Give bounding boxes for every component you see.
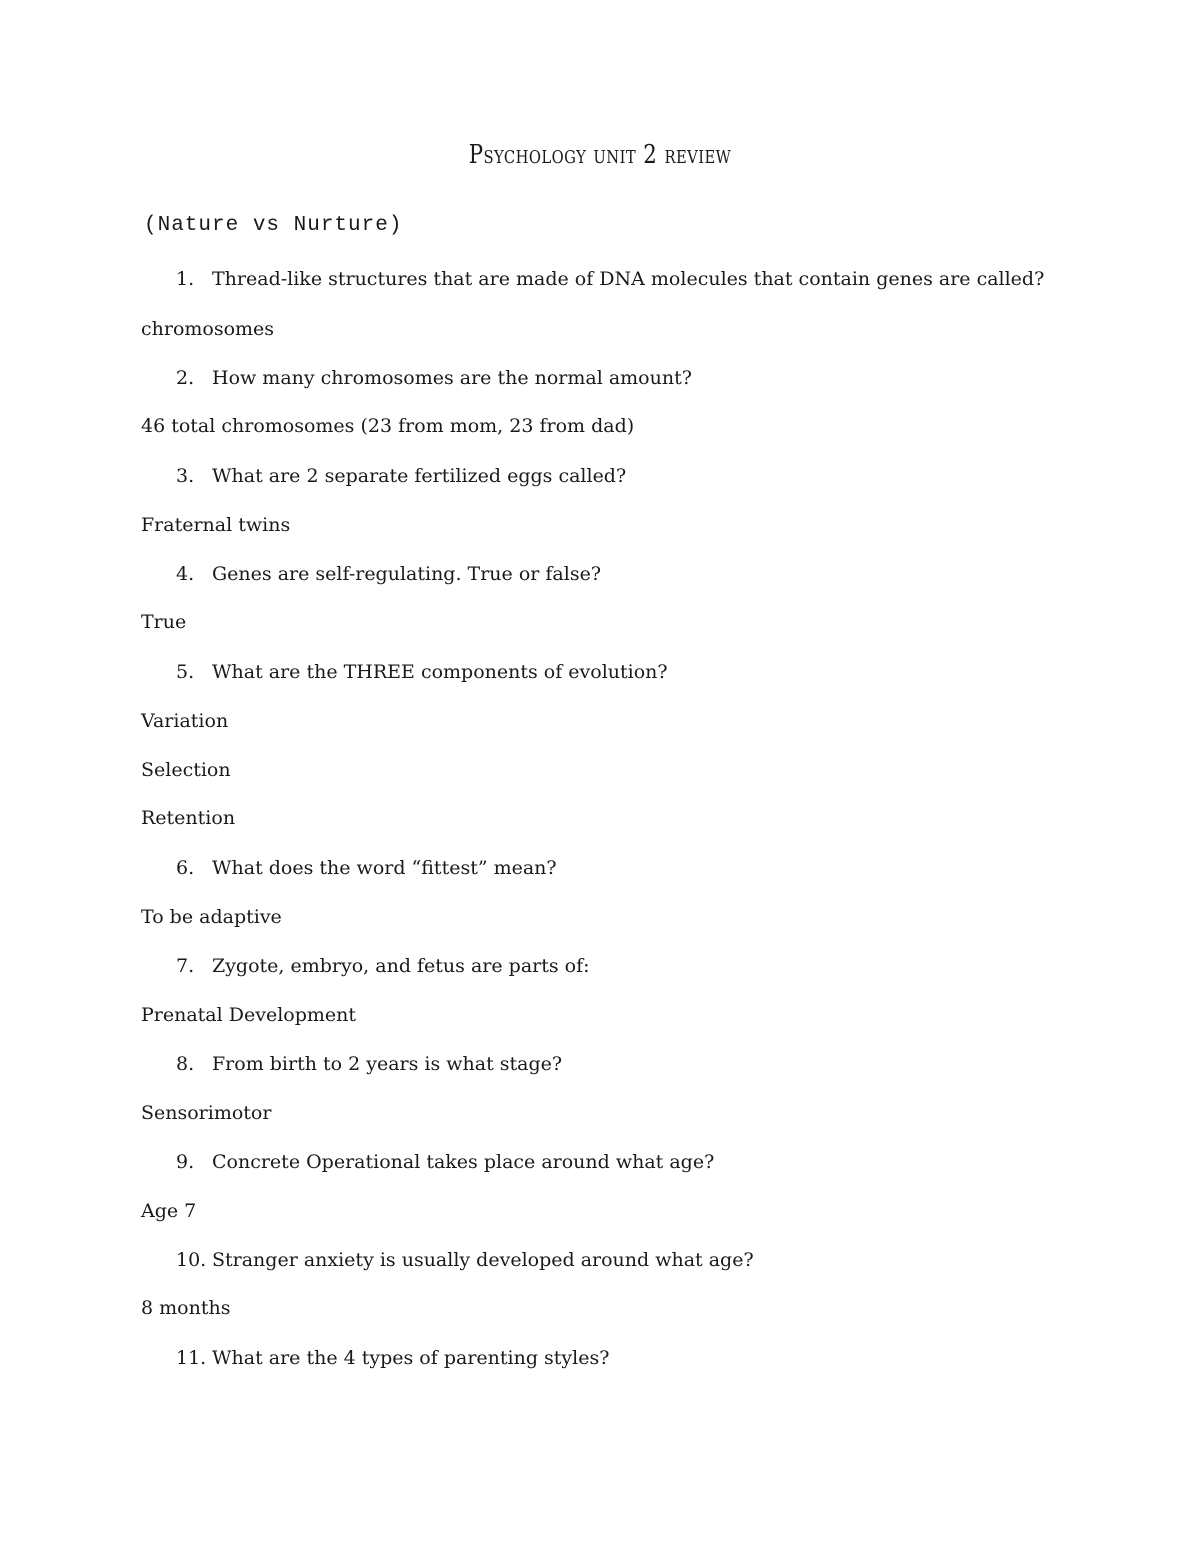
- question-4: [176, 563, 601, 585]
- question-6: [176, 857, 557, 879]
- question-text: Stranger anxiety is usually developed around what age?: [212, 1249, 754, 1271]
- question-11: [176, 1347, 609, 1369]
- answer-8: Sensorimotor: [141, 1102, 272, 1124]
- section-heading: (Nature vs Nurture): [144, 214, 403, 237]
- answer-10: 8 months: [141, 1297, 231, 1319]
- question-number: 9.: [176, 1151, 195, 1173]
- answer-3: Fraternal twins: [141, 514, 291, 536]
- answer-6: To be adaptive: [141, 906, 282, 928]
- question-8: [176, 1053, 562, 1075]
- question-text: From birth to 2 years is what stage?: [212, 1053, 563, 1075]
- question-number: 7.: [176, 955, 195, 977]
- question-text: What are the THREE components of evolution?: [212, 661, 668, 683]
- answer-5a: Variation: [141, 710, 229, 732]
- question-number: 11.: [176, 1347, 207, 1369]
- question-text: Zygote, embryo, and fetus are parts of:: [212, 955, 590, 977]
- answer-9: Age 7: [141, 1200, 197, 1222]
- question-text: What are 2 separate fertilized eggs called?: [212, 465, 627, 487]
- question-text: Genes are self-regulating. True or false?: [212, 563, 602, 585]
- question-number: 5.: [176, 661, 195, 683]
- question-2: [176, 367, 692, 389]
- answer-2: 46 total chromosomes (23 from mom, 23 from dad): [141, 415, 635, 437]
- question-7: [176, 955, 590, 977]
- question-number: 2.: [176, 367, 195, 389]
- question-1: [176, 268, 1044, 290]
- question-number: 6.: [176, 857, 195, 879]
- answer-7: Prenatal Development: [141, 1004, 357, 1026]
- question-9: [176, 1151, 714, 1173]
- question-text: Concrete Operational takes place around what age?: [212, 1151, 715, 1173]
- question-text: What does the word “fittest” mean?: [212, 857, 557, 879]
- answer-1: chromosomes: [141, 318, 275, 340]
- answer-5b: Selection: [141, 759, 231, 781]
- question-text: Thread-like structures that are made of DNA molecules that contain genes are called?: [212, 268, 1045, 290]
- question-10: [176, 1249, 754, 1271]
- answer-4: True: [141, 611, 187, 633]
- question-text: How many chromosomes are the normal amount?: [212, 367, 692, 389]
- page-title: Psychology unit 2 review: [468, 140, 732, 170]
- question-3: [176, 465, 626, 487]
- question-text: What are the 4 types of parenting styles?: [212, 1347, 610, 1369]
- question-number: 8.: [176, 1053, 195, 1075]
- question-number: 1.: [176, 268, 195, 290]
- answer-5c: Retention: [141, 807, 236, 829]
- question-number: 3.: [176, 465, 195, 487]
- question-number: 10.: [176, 1249, 207, 1271]
- question-5: [176, 661, 668, 683]
- question-number: 4.: [176, 563, 195, 585]
